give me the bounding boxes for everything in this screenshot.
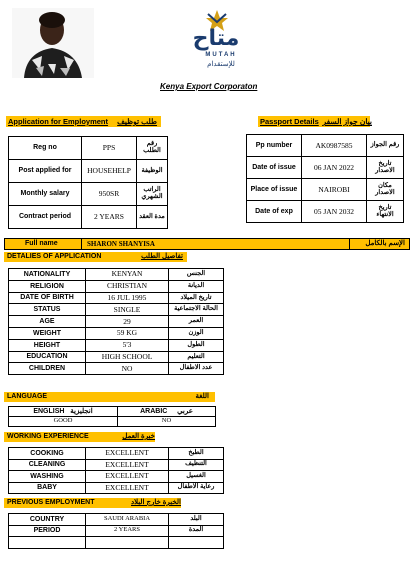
table-row (9, 459, 224, 471)
row-label-ar: رعاية الاطفال (169, 482, 224, 494)
row-value: NO (86, 363, 169, 375)
row-label: DATE OF BIRTH (9, 292, 86, 304)
english-value: GOOD (9, 417, 118, 427)
row-value: 2 YEARS (82, 206, 137, 229)
row-value: 2 YEARS (86, 525, 169, 537)
full-name-bar (4, 238, 410, 250)
passport-title: Passport Details (260, 117, 319, 126)
row-value: 06 JAN 2022 (302, 157, 367, 179)
row-label: WEIGHT (9, 327, 86, 339)
table-row (9, 304, 224, 316)
table-row (9, 363, 224, 375)
table-row (9, 407, 216, 417)
previous-title: PREVIOUS EMPLOYMENT (7, 499, 95, 506)
row-label: CLEANING (9, 459, 86, 471)
row-label: PERIOD (9, 525, 86, 537)
table-row (247, 157, 404, 179)
table-row (9, 269, 224, 281)
passport-table (246, 134, 404, 223)
table-row (9, 339, 224, 351)
logo-subtitle: للإستقدام (207, 61, 235, 68)
experience-heading (4, 432, 155, 442)
row-label: RELIGION (9, 280, 86, 292)
table-row (9, 206, 168, 229)
previous-table (8, 513, 224, 549)
applicant-photo (12, 8, 94, 78)
row-label: COOKING (9, 448, 86, 460)
row-label: Pp number (247, 135, 302, 157)
details-title-ar: تفاصيل الطلب (141, 253, 183, 260)
full-name-label: Full name (25, 240, 58, 247)
row-label: EDUCATION (9, 351, 86, 363)
row-label-ar: التنظيف (169, 459, 224, 471)
row-label-ar: الطول (169, 339, 224, 351)
row-label-ar: رقم الجواز (367, 135, 404, 157)
row-value: 16 JUL 1995 (86, 292, 169, 304)
row-label-ar: الطبخ (169, 448, 224, 460)
row-label-ar: تاريخ الاصدار (367, 157, 404, 179)
row-label: WASHING (9, 471, 86, 483)
row-label-ar: مدة العقد (137, 206, 168, 229)
full-name-value: SHARON SHANYISA (87, 240, 155, 248)
application-title-ar: طلب توظيف (117, 117, 157, 126)
row-value: NAIROBI (302, 179, 367, 201)
row-label-ar: الغسيل (169, 471, 224, 483)
table-row (9, 351, 224, 363)
table-row (9, 137, 168, 160)
experience-title-ar: خبرة العمل (122, 433, 155, 440)
language-title: LANGUAGE (7, 393, 48, 400)
row-value: HIGH SCHOOL (86, 351, 169, 363)
arabic-header: ARABIC عربي (118, 407, 216, 417)
table-row (247, 179, 404, 201)
table-row (247, 201, 404, 223)
logo-arabic: متاح (192, 26, 240, 51)
previous-title-ar: الخبرة خارج البلاد (131, 499, 181, 506)
logo-english: MUTAH (205, 52, 237, 58)
table-row (9, 292, 224, 304)
row-label: HEIGHT (9, 339, 86, 351)
row-label-ar: تاريخ الميلاد (169, 292, 224, 304)
passport-title-ar: بيان جواز السفر (322, 117, 372, 126)
table-row (9, 448, 224, 460)
table-row (9, 280, 224, 292)
row-label: Date of exp (247, 201, 302, 223)
row-label: Date of issue (247, 157, 302, 179)
table-row (9, 537, 224, 549)
row-label-ar: رقم الطلب (137, 137, 168, 160)
row-value: EXCELLENT (86, 482, 169, 494)
details-title: DETALIES OF APPLICATION (7, 253, 102, 260)
row-value: AK0987585 (302, 135, 367, 157)
arabic-value: NO (118, 417, 216, 427)
row-label-ar: الراتب الشهري (137, 183, 168, 206)
row-label-ar: الوظيفة (137, 160, 168, 183)
table-row (9, 183, 168, 206)
table-row (247, 135, 404, 157)
table-row (9, 327, 224, 339)
experience-title: WORKING EXPERIENCE (7, 433, 89, 440)
row-label: NATIONALITY (9, 269, 86, 281)
table-row (9, 160, 168, 183)
row-value: EXCELLENT (86, 471, 169, 483)
row-value: CHRISTIAN (86, 280, 169, 292)
language-heading (4, 392, 215, 402)
row-value: HOUSEHELP (82, 160, 137, 183)
language-table (8, 406, 216, 427)
row-label-ar: الجنس (169, 269, 224, 281)
row-label: Place of issue (247, 179, 302, 201)
full-name-label-ar: الإسم بالكامل (365, 240, 405, 247)
row-value: SINGLE (86, 304, 169, 316)
row-label: AGE (9, 316, 86, 328)
row-label: COUNTRY (9, 514, 86, 526)
row-label-ar: مكان الاصدار (367, 179, 404, 201)
row-value: 5'3 (86, 339, 169, 351)
passport-heading (258, 116, 370, 127)
company-name: Kenya Export Corporaton (160, 82, 258, 91)
row-label-ar: تاريخ الانتهاء (367, 201, 404, 223)
details-table (8, 268, 224, 375)
row-value: 05 JAN 2032 (302, 201, 367, 223)
row-label: BABY (9, 482, 86, 494)
row-value: 950SR (82, 183, 137, 206)
experience-table (8, 447, 224, 494)
table-row (9, 316, 224, 328)
row-value: 59 KG (86, 327, 169, 339)
application-table (8, 136, 168, 229)
row-label-ar: المدة (169, 525, 224, 537)
table-row (9, 525, 224, 537)
row-value: EXCELLENT (86, 448, 169, 460)
row-label-ar: التعليم (169, 351, 224, 363)
table-row (9, 482, 224, 494)
table-row (9, 417, 216, 427)
row-label: Monthly salary (9, 183, 82, 206)
row-label: STATUS (9, 304, 86, 316)
row-label-ar: الديانة (169, 280, 224, 292)
table-row (9, 514, 224, 526)
row-value: EXCELLENT (86, 459, 169, 471)
row-value: SAUDI ARABIA (86, 514, 169, 526)
row-label-ar: الحالة الاجتماعية (169, 304, 224, 316)
language-title-ar: اللغة (195, 393, 209, 400)
row-value: KENYAN (86, 269, 169, 281)
application-title: Application for Employment (8, 117, 109, 126)
row-label: CHILDREN (9, 363, 86, 375)
row-label-ar: عدد الاطفال (169, 363, 224, 375)
row-label-ar: الوزن (169, 327, 224, 339)
english-header: ENGLISH انجليزية (9, 407, 118, 417)
row-label: Reg no (9, 137, 82, 160)
table-row (9, 471, 224, 483)
row-label: Post applied for (9, 160, 82, 183)
row-label-ar: العمر (169, 316, 224, 328)
row-value: PPS (82, 137, 137, 160)
row-label: Contract period (9, 206, 82, 229)
previous-heading (4, 498, 181, 508)
application-heading (6, 116, 161, 127)
row-value: 29 (86, 316, 169, 328)
details-heading (4, 252, 187, 262)
row-label-ar: البلد (169, 514, 224, 526)
